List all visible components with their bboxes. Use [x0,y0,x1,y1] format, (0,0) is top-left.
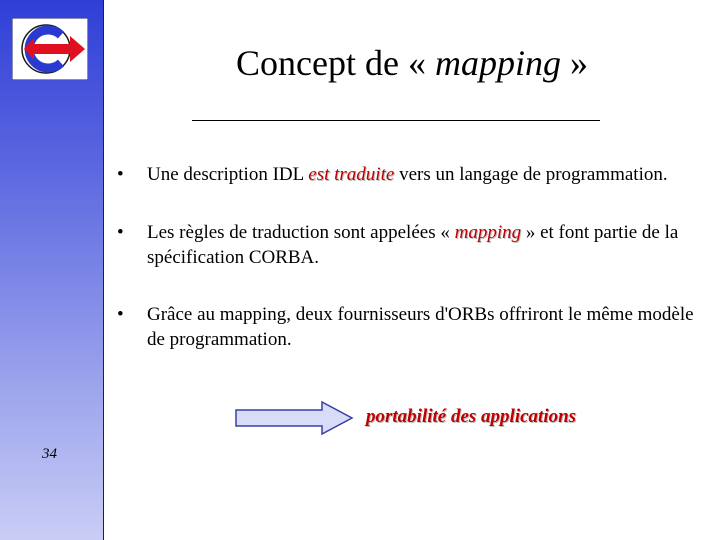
conclusion-text: portabilité des applications [366,406,577,427]
title-prefix: Concept de « [236,43,435,83]
bullet-symbol: • [117,164,124,185]
bullet-text-before: Une description IDL [147,164,309,185]
page-number: 34 [42,446,57,462]
bullet-highlight: est traduite [308,164,395,185]
slide-title [104,44,720,84]
title-divider [192,120,600,121]
bullet-text: Grâce au mapping, deux fournisseurs d'ORBs offriront le même modèle de programmation. [147,304,694,350]
bullet-text-after: » et font partie de la spécification CORBA. [147,222,679,268]
bullet-highlight: mapping [454,222,522,243]
title-suffix: » [560,43,588,83]
logo-icon [12,18,88,80]
bullet-item [117,162,697,187]
bullet-text-before: Les règles de traduction sont appelées « [147,222,455,243]
bullet-item [117,302,697,352]
sidebar [0,0,104,540]
bullet-symbol: • [117,304,124,325]
bullet-symbol: • [117,222,124,243]
bullet-text [147,220,697,270]
bullet-text [147,162,697,187]
bullet-text-after: vers un langage de programmation. [394,164,668,185]
title-italic: mapping [434,43,561,83]
right-arrow-icon [235,400,355,436]
bullet-item [117,220,697,270]
